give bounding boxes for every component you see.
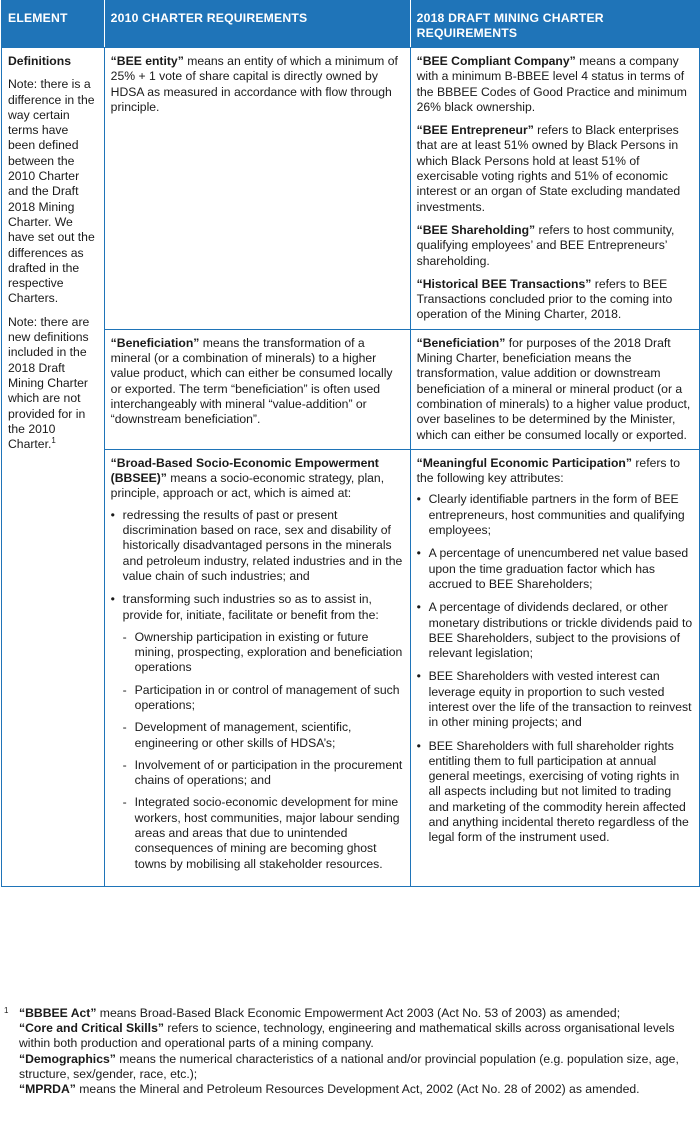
header-element: ELEMENT — [2, 1, 105, 48]
dash-list — [123, 630, 404, 872]
table-row — [2, 449, 700, 886]
table-row — [2, 48, 700, 330]
header-2010: 2010 CHARTER REQUIREMENTS — [104, 1, 410, 48]
list-item: • transforming such industries so as to assist in, provide for, initiate, facilitate or benefit from the: - Ownership participation in existing or future mining, prospecting, exploration and beneficiation operations - Participation in or control of management of such operations; - Development of management, scientific, engineering or other skills of HDSA’s; - Involvement of or participation in the procurement chains of operations; and - Integrated socio-economic development for mine workers, host communities, major labour sending areas and areas that due to unintended consequences of mining are becoming ghost towns by mobilising all stakeholder resources. — [123, 592, 404, 872]
cell-2018-meaningful-participation — [410, 449, 699, 886]
cell-2010-bee-entity — [104, 48, 410, 330]
element-cell — [2, 48, 105, 887]
footnote-item: “Core and Critical Skills” refers to science, technology, engineering and mathematical skills across organisational levels within both production and operational parts of a mining company. — [19, 1021, 675, 1051]
list-item: - Participation in or control of management of such operations; — [135, 683, 404, 714]
header-row — [2, 1, 700, 48]
definition: “BEE Shareholding” refers to host community, qualifying employees’ and BEE Entrepreneurs’ shareholding. — [416, 222, 675, 268]
list-item: • A percentage of dividends declared, or other monetary distributions or trickle dividends paid to BEE Shareholders, subject to the provisions of relevant legislation; — [429, 600, 693, 661]
cell-2018-beneficiation — [410, 329, 699, 449]
charter-comparison-table — [1, 0, 700, 887]
list-item: • A percentage of unencumbered net value based upon the time graduation factor which has accrued to BEE Shareholders; — [429, 546, 693, 592]
footnote-mark: 1 — [4, 1006, 9, 1015]
header-2018: 2018 DRAFT MINING CHARTER REQUIREMENTS — [410, 1, 699, 48]
definition: “Historical BEE Transactions” refers to BEE Transactions concluded prior to the coming into operation of the Mining Charter, 2018. — [416, 276, 673, 322]
bullet-list — [417, 492, 693, 845]
list-item: • Clearly identifiable partners in the form of BEE entrepreneurs, host communities and qualifying employees; — [429, 492, 693, 538]
table-header — [2, 1, 700, 48]
definition: “Meaningful Economic Participation” refers to the following key attributes: — [416, 455, 681, 486]
element-note-2: Note: there are new definitions included in the 2018 Draft Mining Charter which are not provided for in the 2010 Charter.$^1$ — [8, 314, 90, 452]
cell-2010-beneficiation — [104, 329, 410, 449]
definition: “Broad-Based Socio-Economic Empowerment (BBSEE)” means a socio-economic strategy, plan, principle, approach or act, which is aimed at: — [110, 455, 385, 501]
list-item: • BEE Shareholders with vested interest can leverage equity in proportion to such vested interest over the life of the transaction to reinvest in other mining projects; and — [429, 669, 693, 730]
footnote-item: “BBBEE Act” means Broad-Based Black Economic Empowerment Act 2003 (Act No. 53 of 2003) as amended; — [19, 1006, 621, 1020]
element-note-1: Note: there is a difference in the way certain terms have been defined between the 2010 Charter and the Draft 2018 Mining Charter. We have set out the differences as drafted in the respective Charters. — [8, 77, 95, 306]
table-row — [2, 329, 700, 449]
list-item: - Integrated socio-economic development for mine workers, host communities, major labour sending areas and areas that due to unintended consequences of mining are becoming ghost towns by mobilising all stakeholder resources. — [135, 795, 404, 871]
definition: “Beneficiation” means the transformation of a mineral (or a combination of minerals) to a higher value product, which can either be consumed locally or exported. The term “beneficiation” is often used interchangeably with mineral “value-addition” or “downstream beneficiation”. — [110, 335, 393, 427]
footnote-item: “MPRDA” means the Mineral and Petroleum Resources Development Act, 2002 (Act No. 28 of 2002) as amended. — [19, 1082, 640, 1097]
footnote-ref: 1 — [51, 436, 56, 446]
bullet-list — [111, 508, 404, 872]
definition: “Beneficiation” for purposes of the 2018 Draft Mining Charter, beneficiation means the transformation, value addition or downstream beneficiation of a mineral or mineral product (or a combination of minerals) to a higher value product, over baselines to be determined by the Minister, which can either be consumed locally or exported. — [416, 335, 691, 442]
definition: “BEE Compliant Company” means a company with a minimum B-BBEE level 4 status in terms of the BBBEE Codes of Good Practice and minimum 26% black ownership. — [416, 54, 687, 114]
list-item: • BEE Shareholders with full shareholder rights entitling them to full participation at annual general meetings, exercising of voting rights in all aspects including but not limited to trading and marketing of the commodity herein affected and anything incidental thereto regardless of the legal form of the instrument used. — [429, 739, 693, 846]
cell-2010-bbsee — [104, 449, 410, 886]
footnote — [0, 1006, 700, 1097]
list-item: - Involvement of or participation in the procurement chains of operations; and — [135, 758, 404, 789]
list-item: • redressing the results of past or present discrimination based on race, sex and disability of historically disadvantaged persons in the minerals and petroleum industry, related industries and in the value chain of such industries; and — [123, 508, 404, 584]
definition: “BEE Entrepreneur” refers to Black enterprises that are at least 51% owned by Black Persons in which Black Persons hold at least 51% of exercisable voting rights and 51% of economic interest or an organ of State excluding mandated investments. — [416, 123, 681, 214]
list-item: - Development of management, scientific, engineering or other skills of HDSA’s; — [135, 720, 404, 751]
element-title: Definitions — [8, 54, 71, 68]
definition: “BEE entity” means an entity of which a minimum of 25% + 1 vote of share capital is directly owned by HDSA as measured in accordance with flow through principle. — [110, 54, 398, 114]
footnote-item: “Demographics” means the numerical characteristics of a national and/or provincial population (e.g. population size, age, structure, sex/gender, race, etc.); — [19, 1051, 679, 1081]
cell-2018-bee-definitions — [410, 48, 699, 330]
list-item: - Ownership participation in existing or future mining, prospecting, exploration and beneficiation operations — [135, 630, 404, 676]
